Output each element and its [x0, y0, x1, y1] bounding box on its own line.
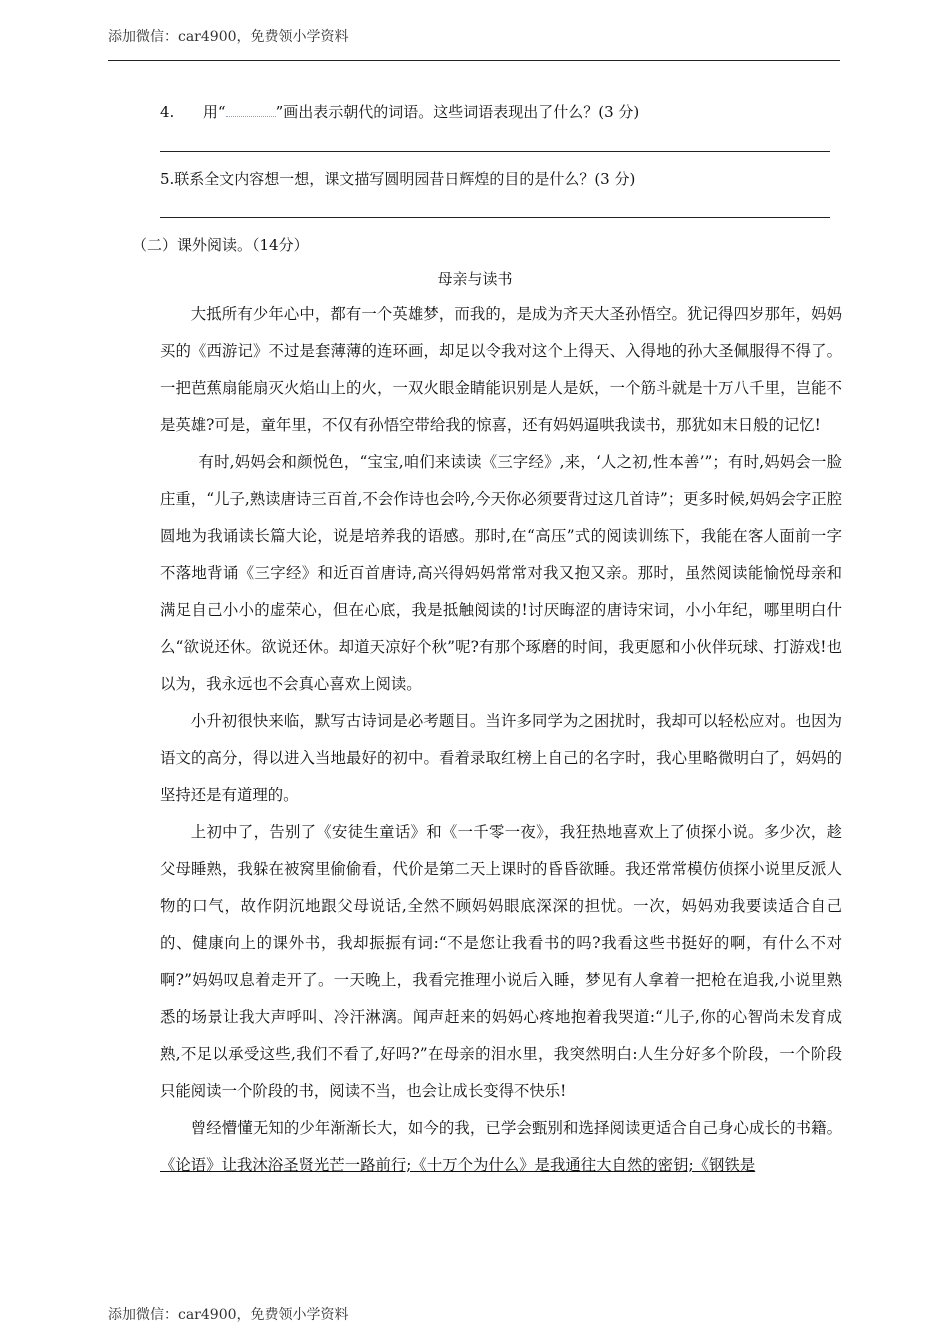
page-footer: 添加微信：car4900，免费领小学资料 — [108, 1307, 349, 1323]
question-4-prefix: 用“ — [202, 103, 226, 121]
article-body — [160, 296, 842, 1184]
paragraph-5-text: 曾经懵懂无知的少年渐渐长大，如今的我，已学会甄别和选择阅读更适合自己身心成长的书籍。 — [190, 1119, 842, 1137]
paragraph-2: 有时,妈妈会和颜悦色，“宝宝,咱们来读读《三字经》,来，‘人之初,性本善’”；有时,妈妈会一脸庄重，“儿子,熟读唐诗三百首,不会作诗也会吟,今天你必须要背过这几首诗”；更多时候,妈妈会字正腔圆地为我诵读长篇大论，说是培养我的语感。那时,在“高压”式的阅读训练下，我能在客人面前一字不落地背诵《三字经》和近百首唐诗,高兴得妈妈常常对我又抱又亲。那时，虽然阅读能愉悦母亲和满足自己小小的虚荣心，但在心底，我是抵触阅读的!讨厌晦涩的唐诗宋词，小小年纪，哪里明白什么“欲说还休。欲说还休。却道天凉好个秋”呢?有那个琢磨的时间，我更愿和小伙伴玩球、打游戏!也以为，我永远也不会真心喜欢上阅读。 — [160, 453, 842, 693]
answer-line-q4 — [160, 151, 830, 152]
paragraph-1: 大抵所有少年心中，都有一个英雄梦，而我的，是成为齐天大圣孙悟空。犹记得四岁那年，妈妈买的《西游记》不过是套薄薄的连环画，却足以令我对这个上得天、入得地的孙大圣佩服得不得了。一把芭蕉扇能扇灭火焰山上的火，一双火眼金睛能识别是人是妖，一个筋斗就是十万八千里，岂能不是英雄?可是，童年里，不仅有孙悟空带给我的惊喜，还有妈妈逼哄我读书，那犹如末日般的记忆! — [160, 305, 842, 434]
section-heading: （二）课外阅读。（14分） — [132, 236, 309, 254]
answer-line-q5 — [160, 217, 830, 218]
question-4-number: 4. — [160, 103, 175, 121]
question-5: 5.联系全文内容想一想，课文描写圆明园昔日辉煌的目的是什么？(3 分) — [160, 170, 636, 188]
header-divider — [108, 60, 840, 61]
article-title: 母亲与读书 — [437, 270, 513, 288]
paragraph-3: 小升初很快来临，默写古诗词是必考题目。当许多同学为之困扰时，我却可以轻松应对。也因为语文的高分，得以进入当地最好的初中。看着录取红榜上自己的名字时，我心里略微明白了，妈妈的坚持还是有道理的。 — [160, 712, 842, 804]
paragraph-5-underlined: 《论语》让我沐浴圣贤光芒一路前行;《十万个为什么》是我通往大自然的密钥;《钢铁是 — [160, 1156, 756, 1174]
paragraph-5 — [160, 1110, 842, 1184]
question-4 — [160, 101, 639, 122]
question-4-suffix: ”画出表示朝代的词语。这些词语表现出了什么？(3 分) — [275, 103, 640, 121]
wavy-line-sample — [226, 104, 276, 117]
paragraph-4: 上初中了，告别了《安徒生童话》和《一千零一夜》，我狂热地喜欢上了侦探小说。多少次，趁父母睡熟，我躲在被窝里偷偷看，代价是第二天上课时的昏昏欲睡。我还常常模仿侦探小说里反派人物的口气，故作阴沉地跟父母说话,全然不顾妈妈眼底深深的担忧。一次，妈妈劝我要读适合自己的、健康向上的课外书，我却振振有词:“不是您让我看书的吗?我看这些书挺好的啊，有什么不对啊?”妈妈叹息着走开了。一天晚上，我看完推理小说后入睡，梦见有人拿着一把枪在追我,小说里熟悉的场景让我大声呼叫、冷汗淋漓。闻声赶来的妈妈心疼地抱着我哭道:“儿子,你的心智尚未发育成熟,不足以承受这些,我们不看了,好吗?”在母亲的泪水里，我突然明白:人生分好多个阶段，一个阶段只能阅读一个阶段的书，阅读不当，也会让成长变得不快乐! — [160, 823, 842, 1100]
page-header: 添加微信：car4900，免费领小学资料 — [108, 29, 349, 45]
